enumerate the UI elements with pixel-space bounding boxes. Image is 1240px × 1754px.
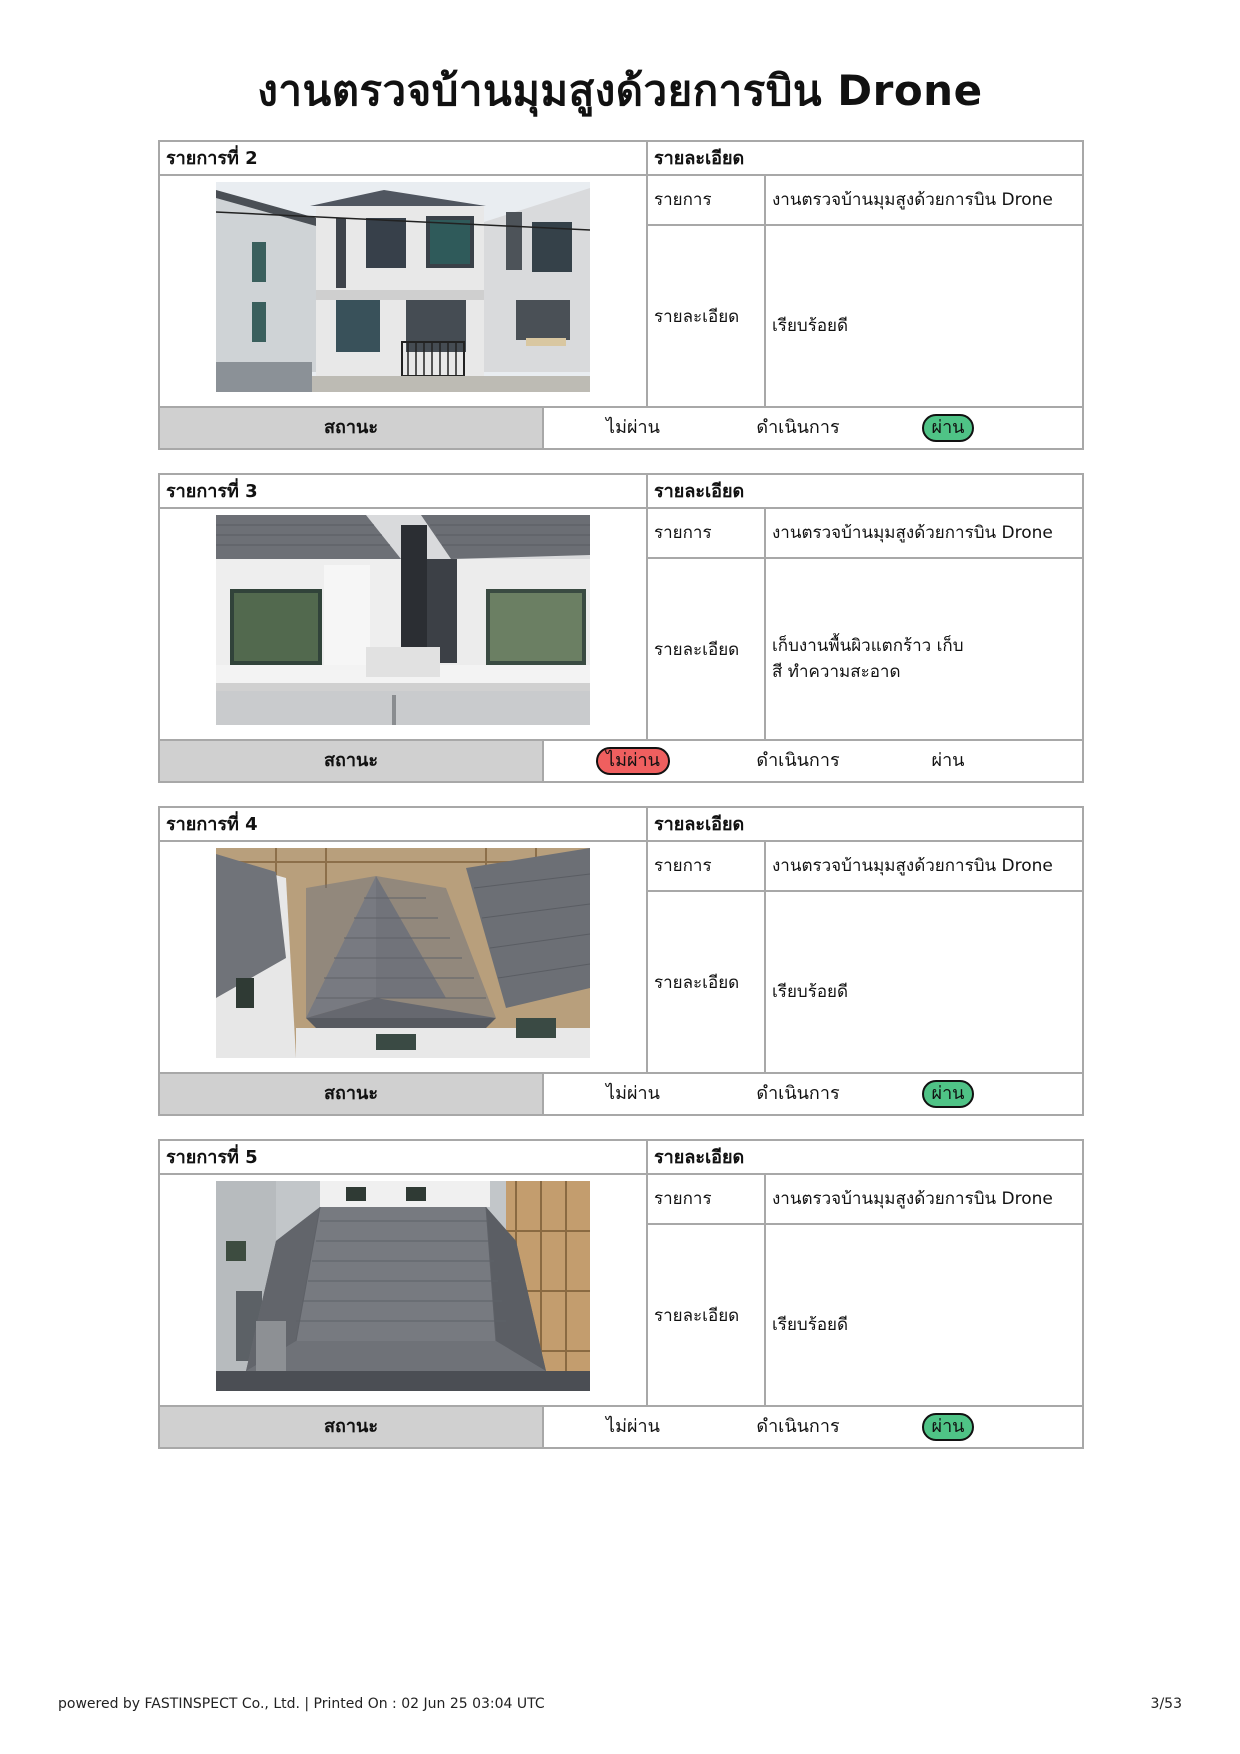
status-option-fail-text: ไม่ผ่าน (606, 1416, 660, 1437)
detail-label (648, 226, 766, 406)
status-label: สถานะ (160, 1074, 544, 1114)
status-option-in-progress[interactable] (748, 1074, 848, 1114)
status-row (160, 406, 1082, 448)
detail-value (766, 1225, 1082, 1405)
photo-cell (160, 176, 648, 406)
detail-value-text: เก็บงานพื้นผิวแตกร้าว เก็บสี ทำความสะอาด (772, 636, 964, 682)
detail-value (766, 892, 1082, 1072)
detail-column-header: รายละเอียด (648, 808, 1082, 842)
roof-top-view-photo[interactable] (216, 1181, 590, 1391)
page-title: งานตรวจบ้านมุมสูงด้วยการบิน Drone (257, 66, 983, 115)
status-fail-selected: ไม่ผ่าน (596, 747, 670, 775)
item-label: รายการ (648, 1175, 766, 1225)
card-header: รายการที่ 3 (160, 475, 648, 509)
status-option-in-progress-text: ดำเนินการ (756, 417, 840, 438)
status-option-pass[interactable] (920, 1407, 976, 1447)
detail-column-header: รายละเอียด (648, 1141, 1082, 1175)
status-option-in-progress[interactable] (748, 408, 848, 448)
detail-label (648, 892, 766, 1072)
status-option-fail[interactable] (588, 1074, 678, 1114)
card-header: รายการที่ 4 (160, 808, 648, 842)
detail-label (648, 559, 766, 739)
status-row (160, 1072, 1082, 1114)
card-header: รายการที่ 5 (160, 1141, 648, 1175)
detail-label-text: รายละเอียด (654, 972, 740, 993)
detail-label-text: รายละเอียด (654, 306, 740, 327)
status-option-in-progress[interactable] (748, 741, 848, 781)
inspection-card (158, 806, 1084, 1116)
status-row (160, 1405, 1082, 1447)
status-label: สถานะ (160, 741, 544, 781)
item-value: งานตรวจบ้านมุมสูงด้วยการบิน Drone (766, 176, 1082, 226)
inspection-card (158, 140, 1084, 450)
status-option-pass[interactable] (920, 1074, 976, 1114)
status-option-pass[interactable] (920, 408, 976, 448)
card-header: รายการที่ 2 (160, 142, 648, 176)
status-option-fail[interactable] (588, 408, 678, 448)
status-pass-selected: ผ่าน (922, 1413, 975, 1441)
detail-column-header: รายละเอียด (648, 142, 1082, 176)
status-option-in-progress-text: ดำเนินการ (756, 1416, 840, 1437)
inspection-card (158, 473, 1084, 783)
status-option-fail[interactable] (588, 1407, 678, 1447)
item-label: รายการ (648, 509, 766, 559)
detail-label (648, 1225, 766, 1405)
status-option-pass-text: ผ่าน (931, 750, 965, 771)
status-option-in-progress-text: ดำเนินการ (756, 750, 840, 771)
status-option-pass[interactable] (920, 741, 976, 781)
inspection-card (158, 1139, 1084, 1449)
detail-value (766, 226, 1082, 406)
detail-value (766, 559, 1082, 739)
detail-value-text: เรียบร้อยดี (772, 1315, 849, 1335)
status-pass-selected: ผ่าน (922, 414, 975, 442)
status-option-fail[interactable] (588, 741, 678, 781)
item-value: งานตรวจบ้านมุมสูงด้วยการบิน Drone (766, 1175, 1082, 1225)
page-number: 3/53 (1150, 1696, 1182, 1712)
status-label: สถานะ (160, 408, 544, 448)
photo-cell (160, 842, 648, 1072)
status-label: สถานะ (160, 1407, 544, 1447)
item-label: รายการ (648, 176, 766, 226)
photo-cell (160, 509, 648, 739)
photo-cell (160, 1175, 648, 1405)
roof-aerial-photo[interactable] (216, 848, 590, 1058)
detail-label-text: รายละเอียด (654, 1305, 740, 1326)
item-value: งานตรวจบ้านมุมสูงด้วยการบิน Drone (766, 842, 1082, 892)
status-option-fail-text: ไม่ผ่าน (606, 417, 660, 438)
status-row (160, 739, 1082, 781)
detail-column-header: รายละเอียด (648, 475, 1082, 509)
item-value: งานตรวจบ้านมุมสูงด้วยการบิน Drone (766, 509, 1082, 559)
house-facade-photo[interactable] (216, 182, 590, 392)
window-closeup-photo[interactable] (216, 515, 590, 725)
footer-credit: powered by FASTINSPECT Co., Ltd. | Printed On : 02 Jun 25 03:04 UTC (58, 1696, 545, 1712)
detail-value-text: เรียบร้อยดี (772, 982, 849, 1002)
item-label: รายการ (648, 842, 766, 892)
detail-label-text: รายละเอียด (654, 639, 740, 660)
status-option-in-progress-text: ดำเนินการ (756, 1083, 840, 1104)
status-option-in-progress[interactable] (748, 1407, 848, 1447)
status-pass-selected: ผ่าน (922, 1080, 975, 1108)
status-option-fail-text: ไม่ผ่าน (606, 1083, 660, 1104)
detail-value-text: เรียบร้อยดี (772, 316, 849, 336)
